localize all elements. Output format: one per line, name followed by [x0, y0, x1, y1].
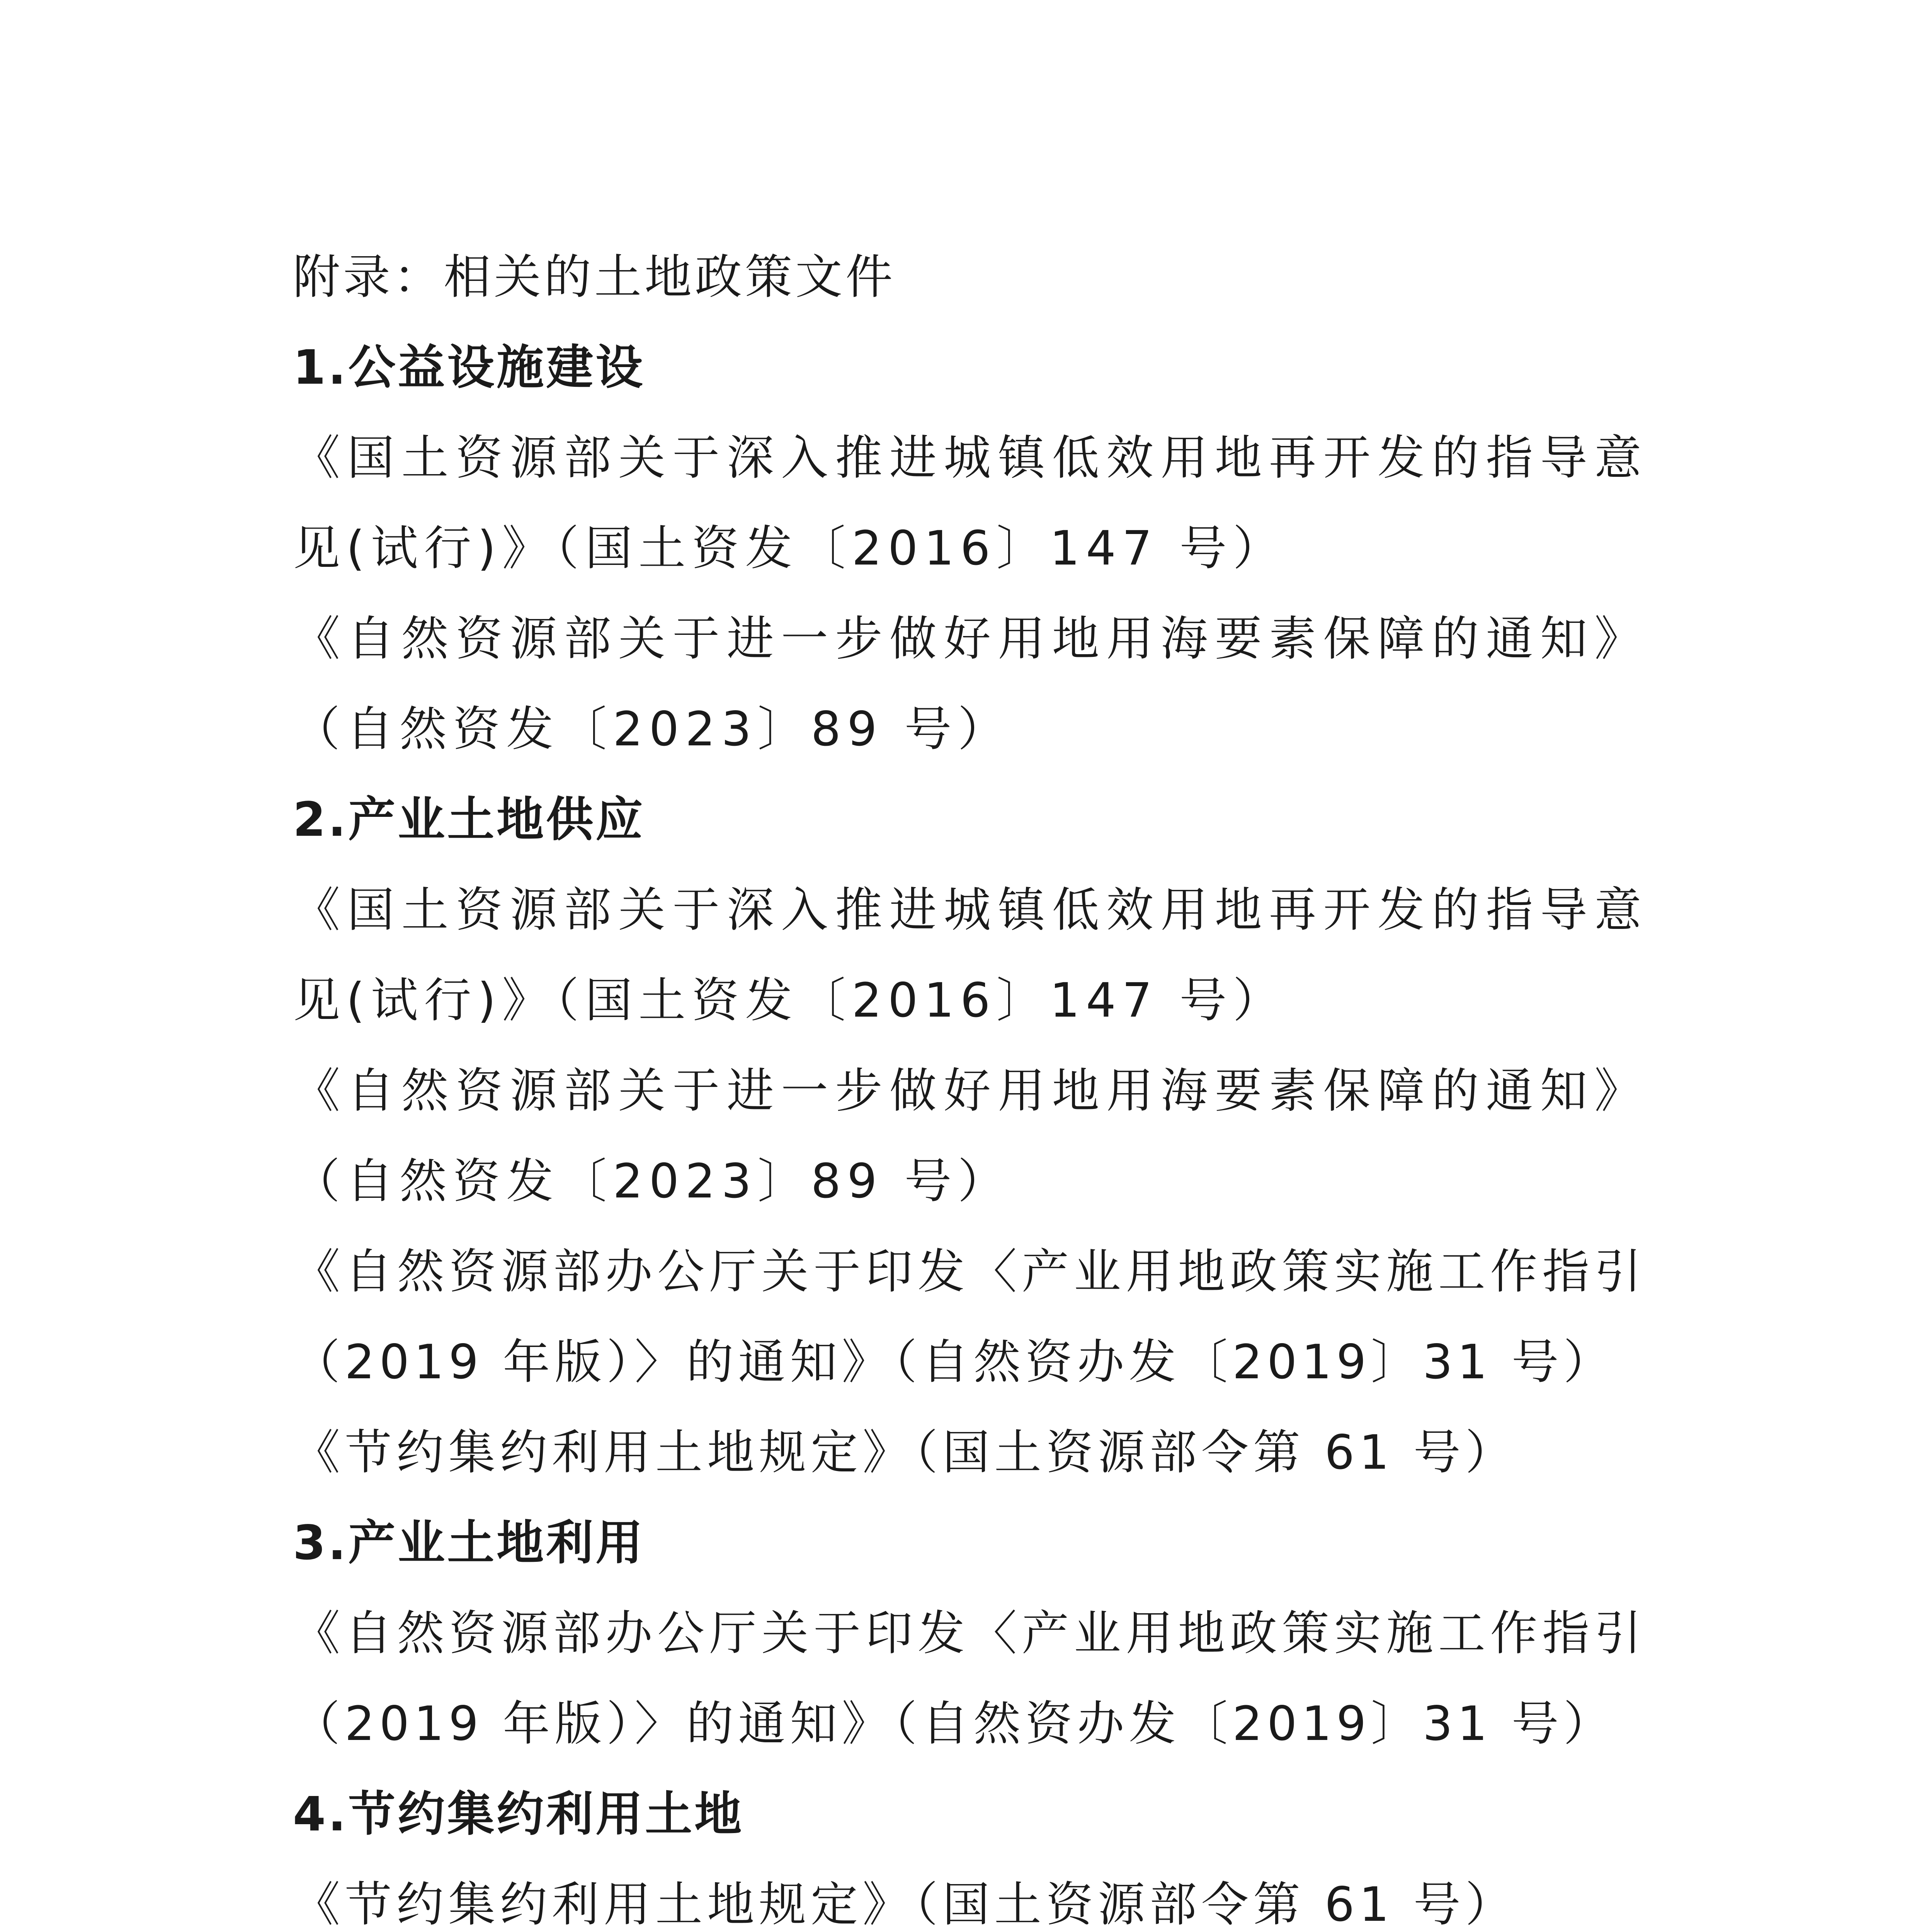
document-reference-line: （2019 年版）〉的通知》（自然资办发〔2019〕31 号）	[293, 1335, 1615, 1389]
section-heading: 2.产业土地供应	[293, 792, 645, 847]
page-content	[293, 232, 1641, 1932]
document-reference-line: 见(试行)》（国土资发〔2016〕147 号）	[293, 973, 1286, 1028]
document-reference-line: 《自然资源部办公厅关于印发〈产业用地政策实施工作指引	[293, 1606, 1641, 1661]
appendix-title: 附录：相关的土地政策文件	[293, 250, 896, 304]
section-public-facilities	[293, 322, 1641, 774]
section-heading: 1.公益设施建设	[293, 340, 645, 395]
document-reference-line: （自然资发〔2023〕89 号）	[293, 702, 1011, 757]
document-reference-line: 《自然资源部关于进一步做好用地用海要素保障的通知》	[293, 1063, 1641, 1118]
document-reference-line: 《自然资源部办公厅关于印发〈产业用地政策实施工作指引	[293, 1244, 1641, 1299]
document-reference-line: 《节约集约利用土地规定》（国土资源部令第 61 号）	[293, 1425, 1517, 1480]
section-intensive-land-use	[293, 1769, 1641, 1932]
section-industrial-land-supply	[293, 774, 1641, 1498]
document-reference-line: 《自然资源部关于进一步做好用地用海要素保障的通知》	[293, 611, 1641, 666]
document-reference-line: 《国土资源部关于深入推进城镇低效用地再开发的指导意	[293, 430, 1641, 485]
document-reference-line: （2019 年版）〉的通知》（自然资办发〔2019〕31 号）	[293, 1696, 1615, 1751]
document-reference-line: 《国土资源部关于深入推进城镇低效用地再开发的指导意	[293, 883, 1641, 937]
document-reference-line: （自然资发〔2023〕89 号）	[293, 1154, 1011, 1209]
document-reference-line: 见(试行)》（国土资发〔2016〕147 号）	[293, 521, 1286, 576]
section-heading: 4.节约集约利用土地	[293, 1787, 744, 1842]
section-heading: 3.产业土地利用	[293, 1515, 645, 1570]
document-reference-line: 《节约集约利用土地规定》（国土资源部令第 61 号）	[293, 1877, 1517, 1932]
section-industrial-land-use	[293, 1498, 1641, 1769]
